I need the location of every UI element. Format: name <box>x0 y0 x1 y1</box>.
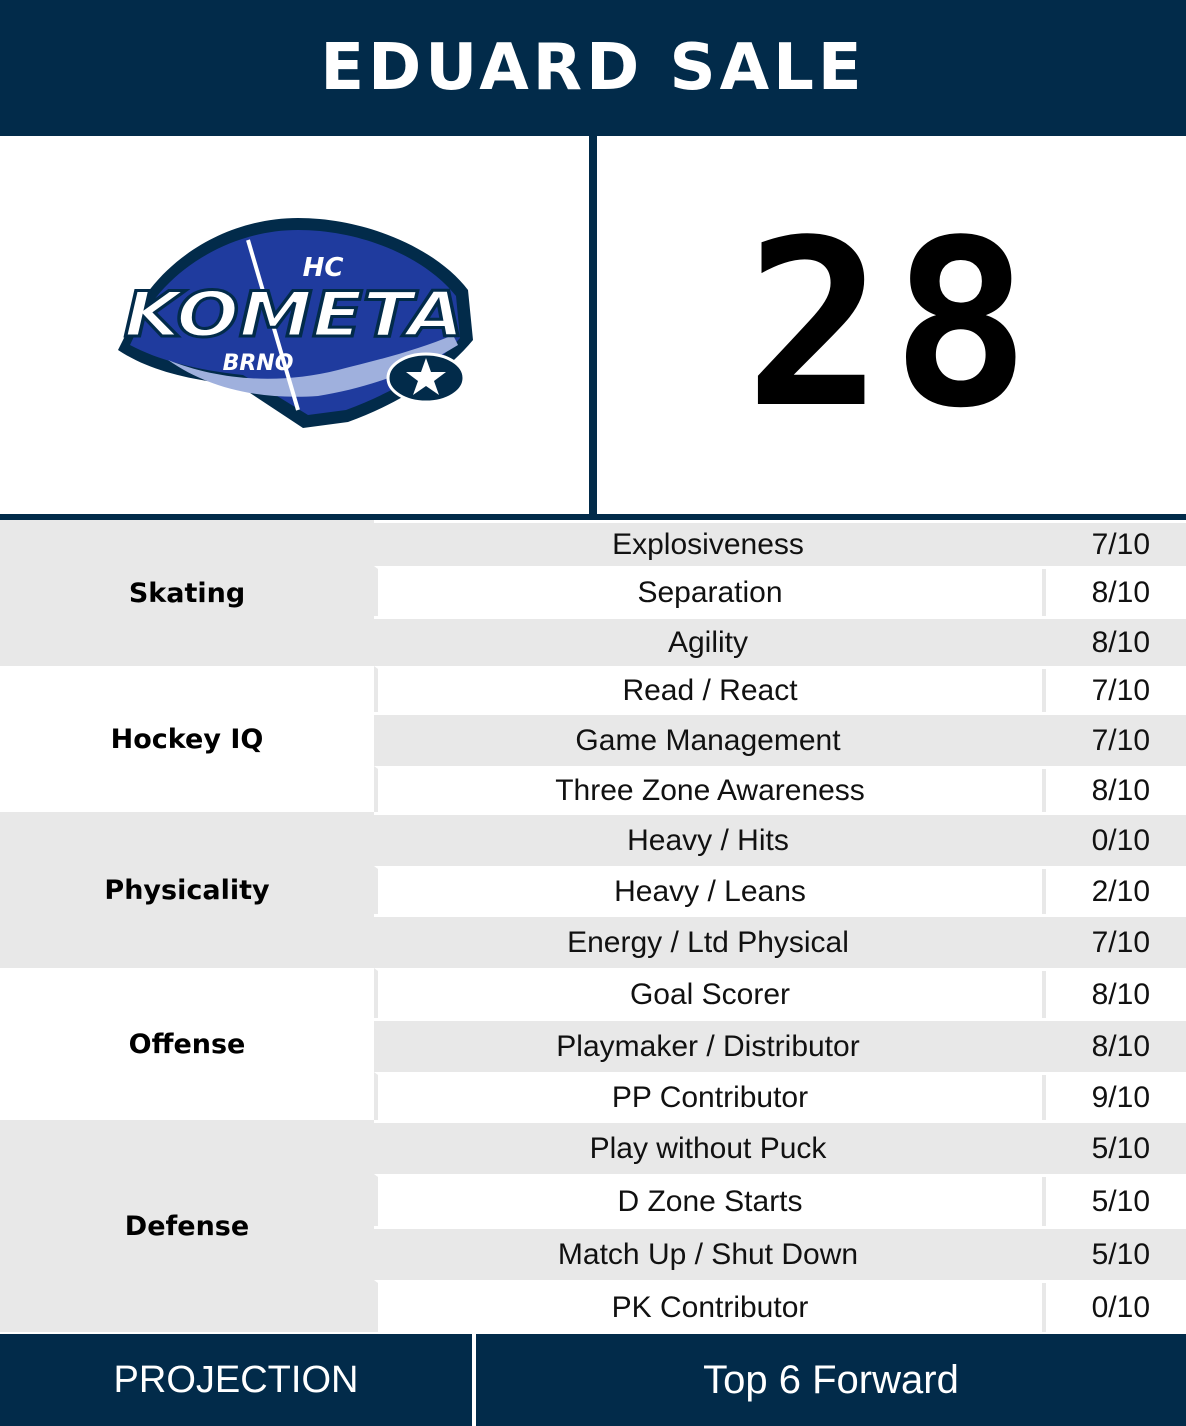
rating-group <box>0 520 1186 666</box>
skill-score: 8/10 <box>1091 773 1150 807</box>
skill-row <box>374 812 1186 866</box>
skill-row <box>374 968 1186 1018</box>
skill-score: 5/10 <box>1091 1237 1150 1271</box>
skill-row <box>374 1174 1186 1226</box>
rating-group <box>0 968 1186 1120</box>
skill-score: 0/10 <box>1091 823 1150 857</box>
skill-name: Energy / Ltd Physical <box>567 925 849 959</box>
projection-value: Top 6 Forward <box>703 1357 959 1402</box>
skill-row <box>374 616 1186 666</box>
projection-footer <box>0 1334 1186 1426</box>
skill-name: Goal Scorer <box>378 971 1046 1018</box>
skill-row <box>374 566 1186 616</box>
skill-row <box>374 1072 1186 1120</box>
skill-rows <box>374 812 1186 968</box>
projection-label: PROJECTION <box>113 1358 359 1401</box>
skill-score: 0/10 <box>1091 1290 1150 1324</box>
skill-row <box>374 766 1186 812</box>
category-label: Skating <box>0 520 374 666</box>
logo-hc-text: HC <box>302 253 344 283</box>
skill-score: 8/10 <box>1091 625 1150 659</box>
hc-kometa-brno-logo-icon <box>108 210 480 432</box>
player-name: EDUARD SALE <box>320 31 866 105</box>
rating-group <box>0 1120 1186 1332</box>
skill-row <box>374 1018 1186 1072</box>
skill-name: D Zone Starts <box>378 1177 1046 1226</box>
skill-name: Match Up / Shut Down <box>557 1237 859 1271</box>
skill-name: Play without Puck <box>589 1131 827 1165</box>
skill-name: PP Contributor <box>378 1075 1046 1120</box>
skill-name: Separation <box>378 569 1046 616</box>
vertical-divider <box>589 136 597 516</box>
skill-score: 8/10 <box>1091 575 1150 609</box>
puck-star-icon <box>388 354 464 402</box>
rating-group <box>0 666 1186 812</box>
skill-name: Heavy / Leans <box>378 869 1046 914</box>
skill-rows <box>374 1120 1186 1332</box>
logo-brno-text: BRNO <box>222 351 294 376</box>
category-label: Physicality <box>0 812 374 968</box>
skill-score: 9/10 <box>1091 1080 1150 1114</box>
skill-name: Agility <box>667 625 749 659</box>
rating-group <box>0 812 1186 968</box>
skill-row <box>374 666 1186 712</box>
skill-row <box>374 1226 1186 1280</box>
skill-score: 5/10 <box>1091 1131 1150 1165</box>
skill-name: Heavy / Hits <box>627 823 789 857</box>
skill-row <box>374 914 1186 968</box>
skill-rows <box>374 520 1186 666</box>
ratings-table <box>0 520 1186 1332</box>
logo-kometa-text: KOMETA <box>124 278 464 351</box>
skill-score: 7/10 <box>1091 925 1150 959</box>
skill-row <box>374 520 1186 566</box>
skill-name: Playmaker / Distributor <box>556 1029 860 1063</box>
skill-row <box>374 712 1186 766</box>
skill-name: Three Zone Awareness <box>378 769 1046 812</box>
skill-score: 5/10 <box>1091 1184 1150 1218</box>
skill-score: 7/10 <box>1091 723 1150 757</box>
category-label: Offense <box>0 968 374 1120</box>
skill-row <box>374 866 1186 914</box>
skill-score: 8/10 <box>1091 1029 1150 1063</box>
skill-score: 2/10 <box>1091 874 1150 908</box>
skill-name: PK Contributor <box>378 1283 1046 1332</box>
player-name-header <box>0 0 1186 136</box>
skill-score: 7/10 <box>1091 673 1150 707</box>
skill-score: 7/10 <box>1091 527 1150 561</box>
skill-score: 8/10 <box>1091 977 1150 1011</box>
skill-rows <box>374 968 1186 1120</box>
category-label: Defense <box>0 1120 374 1332</box>
category-label: Hockey IQ <box>0 666 374 812</box>
skill-rows <box>374 666 1186 812</box>
skill-row <box>374 1120 1186 1174</box>
skill-name: Read / React <box>378 669 1046 712</box>
skill-name: Game Management <box>575 723 841 757</box>
skill-row <box>374 1280 1186 1332</box>
skill-name: Explosiveness <box>612 527 804 561</box>
jersey-number: 28 <box>745 191 1038 459</box>
